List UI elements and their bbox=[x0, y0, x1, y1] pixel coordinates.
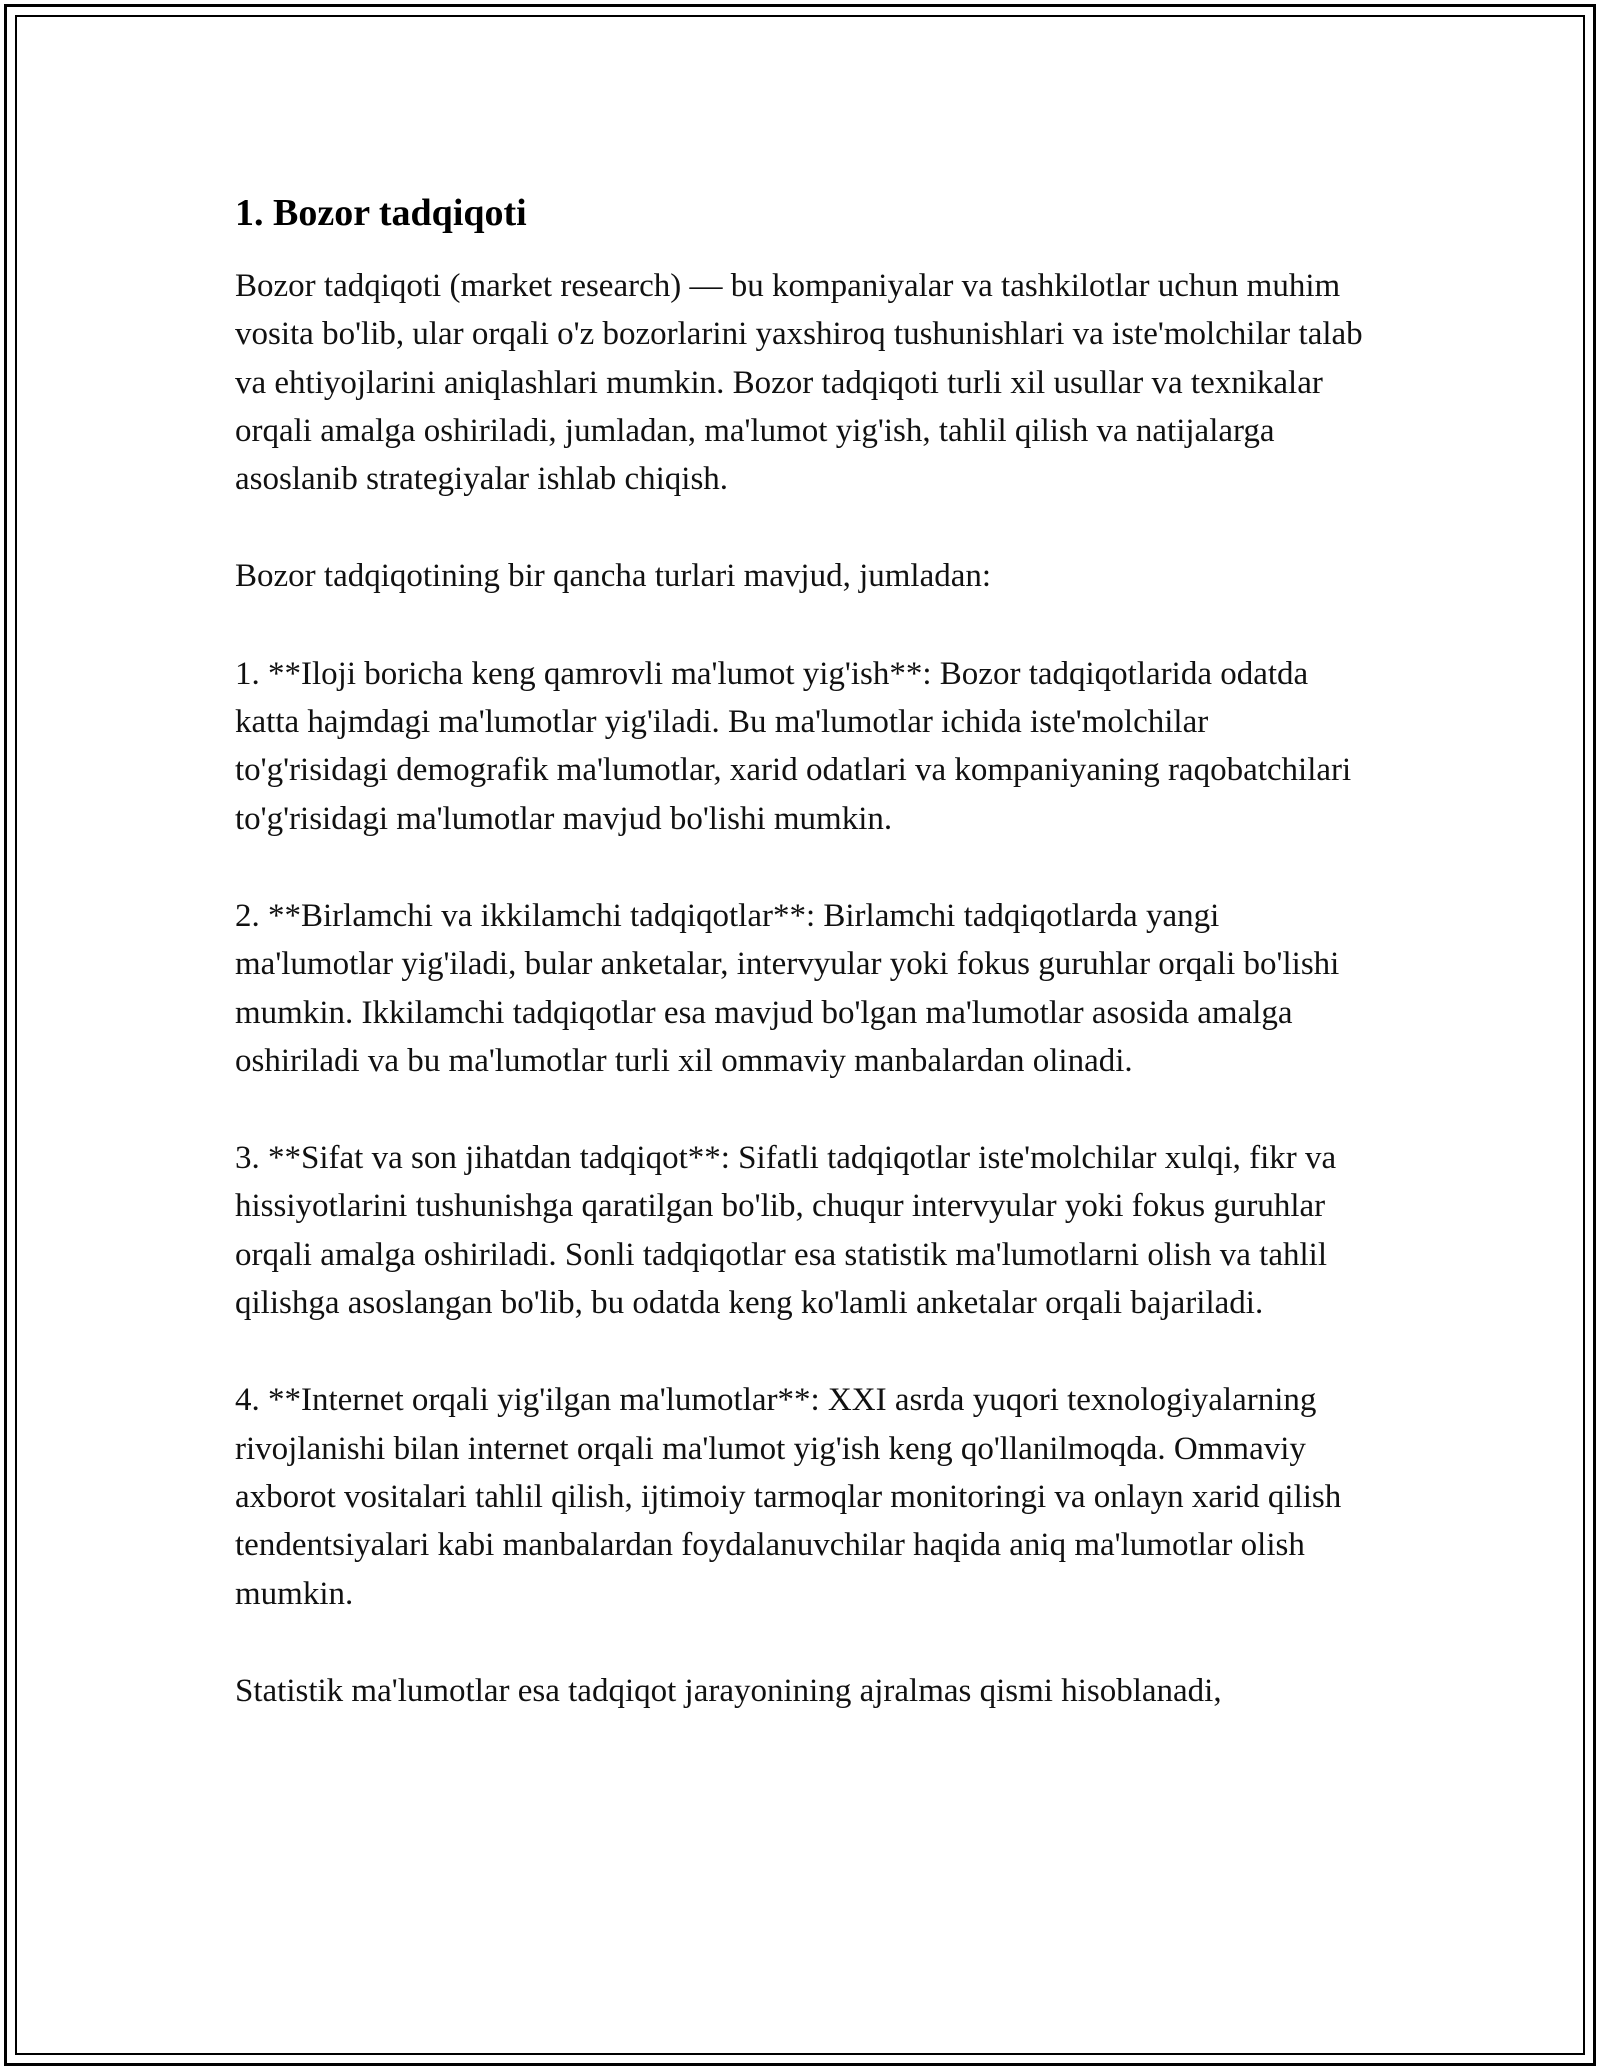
list-item-primary-secondary: 2. **Birlamchi va ikkilamchi tadqiqotlar**: Birlamchi tadqiqotlarda yangi ma'lumotlar yig'iladi, bular anketalar, intervyular yoki fokus guruhlar orqali bo'lishi mumkin. Ikkilamchi tadqiqotlar esa mavjud bo'lgan ma'lumotlar asosida amalga oshiriladi va bu ma'lumotlar turli xil ommaviy manbalardan olinadi. bbox=[235, 897, 1340, 1079]
intro-paragraph: Bozor tadqiqoti (market research) — bu kompaniyalar va tashkilotlar uchun muhim vosita bo'lib, ular orqali o'z bozorlarini yaxshiroq tushunishlari va iste'molchilar talab va ehtiyojlarini aniqlashlari mumkin. Bozor tadqiqoti turli xil usullar va texnikalar orqali amalga oshiriladi, jumladan, ma'lumot yig'ish, tahlil qilish va natijalarga asoslanib strategiyalar ishlab chiqish. bbox=[235, 268, 1363, 498]
section-heading: 1. Bozor tadqiqoti bbox=[235, 192, 527, 234]
closing-paragraph: Statistik ma'lumotlar esa tadqiqot jarayonining ajralmas qismi hisoblanadi, bbox=[235, 1672, 1222, 1709]
list-item-data-collection: 1. **Iloji boricha keng qamrovli ma'lumot yig'ish**: Bozor tadqiqotlarida odatda katta hajmdagi ma'lumotlar yig'iladi. Bu ma'lumotlar ichida iste'molchilar to'g'risidagi demografik ma'lumotlar, xarid odatlari va kompaniyaning raqobatchilari to'g'risidagi ma'lumotlar mavjud bo'lishi mumkin. bbox=[235, 655, 1352, 837]
list-item-qualitative-quantitative: 3. **Sifat va son jihatdan tadqiqot**: Sifatli tadqiqotlar iste'molchilar xulqi, fikr va hissiyotlarini tushunishga qaratilgan bo'lib, chuqur intervyular yoki fokus guruhlar orqali amalga oshiriladi. Sonli tadqiqotlar esa statistik ma'lumotlarni olish va tahlil qilishga asoslangan bo'lib, bu odatda keng ko'lamli anketalar orqali bajariladi. bbox=[235, 1140, 1337, 1322]
document-body bbox=[235, 184, 1365, 1764]
list-item-internet-data: 4. **Internet orqali yig'ilgan ma'lumotlar**: XXI asrda yuqori texnologiyalarning rivojlanishi bilan internet orqali ma'lumot yig'ish keng qo'llanilmoqda. Ommaviy axborot vositalari tahlil qilish, ijtimoiy tarmoqlar monitoringi va onlayn xarid qilish tendentsiyalari kabi manbalardan foydalanuvchilar haqida aniq ma'lumotlar olish mumkin. bbox=[235, 1382, 1342, 1612]
types-intro-paragraph: Bozor tadqiqotining bir qancha turlari mavjud, jumladan: bbox=[235, 558, 992, 595]
